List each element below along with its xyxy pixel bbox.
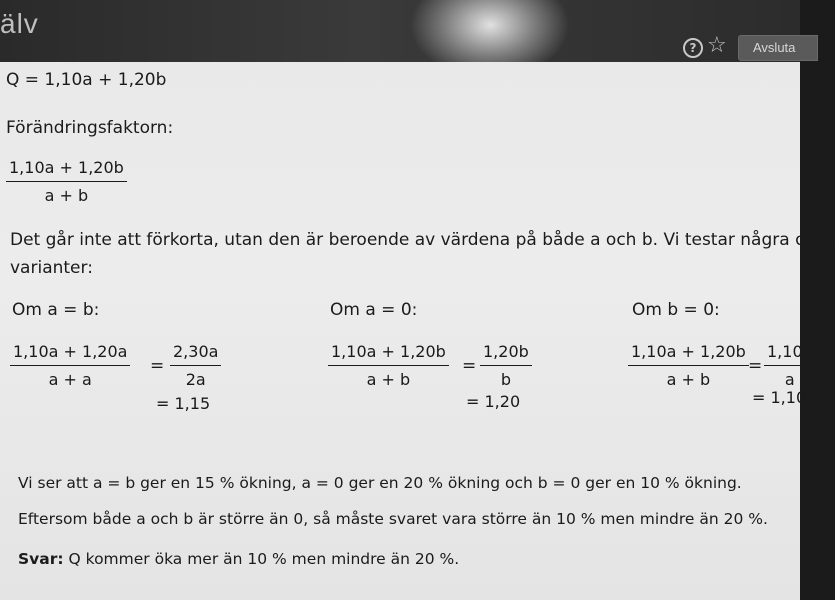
app-header: [0, 0, 800, 62]
exit-button[interactable]: Avsluta: [738, 35, 818, 61]
case2-fraction-2: [480, 342, 532, 389]
answer-line: [18, 550, 459, 568]
main-fraction-denominator: a + b: [44, 186, 89, 205]
case3-fraction-2-denominator: a: [784, 370, 795, 389]
answer-text: Q kommer öka mer än 10 % men mindre än 20 %.: [68, 550, 460, 568]
conclusion-line-1: Vi ser att a = b ger en 15 % ökning, a = 0 ger en 20 % ökning och b = 0 ger en 10 % ökning.: [18, 474, 742, 492]
case-heading-a-equals-b: Om a = b:: [12, 300, 100, 320]
main-fraction-numerator: 1,10a + 1,20b: [6, 158, 127, 182]
conclusion-line-2: Eftersom både a och b är större än 0, så måste svaret vara större än 10 % men mindre än 20 %.: [18, 510, 768, 528]
case2-result: = 1,20: [466, 392, 521, 411]
case2-equals: =: [462, 356, 477, 376]
case-heading-a-equals-0: Om a = 0:: [330, 300, 418, 320]
case3-fraction-1: [628, 342, 749, 389]
explanation-line-1: Det går inte att förkorta, utan den är beroende av värdena på både a och b. Vi testar några olika: [10, 230, 835, 250]
case2-fraction-1: [328, 342, 449, 389]
case3-result: = 1,10: [752, 388, 807, 407]
main-fraction: [6, 158, 127, 205]
formula-line: Q = 1,10a + 1,20b: [6, 70, 167, 90]
case3-equals: =: [748, 356, 763, 376]
case3-fraction-1-numerator: 1,10a + 1,20b: [628, 342, 749, 366]
case1-fraction-2-denominator: 2a: [185, 370, 206, 389]
factor-heading: Förändringsfaktorn:: [6, 118, 174, 138]
case1-fraction-1-numerator: 1,10a + 1,20a: [10, 342, 130, 366]
case2-fraction-1-denominator: a + b: [366, 370, 411, 389]
case1-equals: =: [150, 356, 165, 376]
app-title: älv: [0, 8, 39, 39]
case1-fraction-1: [10, 342, 130, 389]
case2-fraction-2-numerator: 1,20b: [480, 342, 532, 366]
case3-fraction-2-numerator: 1,10a: [764, 342, 815, 366]
case-heading-b-equals-0: Om b = 0:: [632, 300, 720, 320]
case1-fraction-1-denominator: a + a: [48, 370, 92, 389]
case2-fraction-2-denominator: b: [500, 370, 511, 389]
solution-panel: [0, 62, 835, 600]
help-icon[interactable]: ?: [683, 38, 703, 58]
case3-fraction-1-denominator: a + b: [666, 370, 711, 389]
case2-fraction-1-numerator: 1,10a + 1,20b: [328, 342, 449, 366]
star-icon[interactable]: ☆: [707, 33, 727, 58]
case1-fraction-2: [170, 342, 221, 389]
case1-fraction-2-numerator: 2,30a: [170, 342, 221, 366]
explanation-line-2: varianter:: [10, 258, 93, 278]
case3-fraction-2: [764, 342, 815, 389]
case1-result: = 1,15: [156, 394, 211, 413]
answer-label: Svar:: [18, 550, 64, 568]
